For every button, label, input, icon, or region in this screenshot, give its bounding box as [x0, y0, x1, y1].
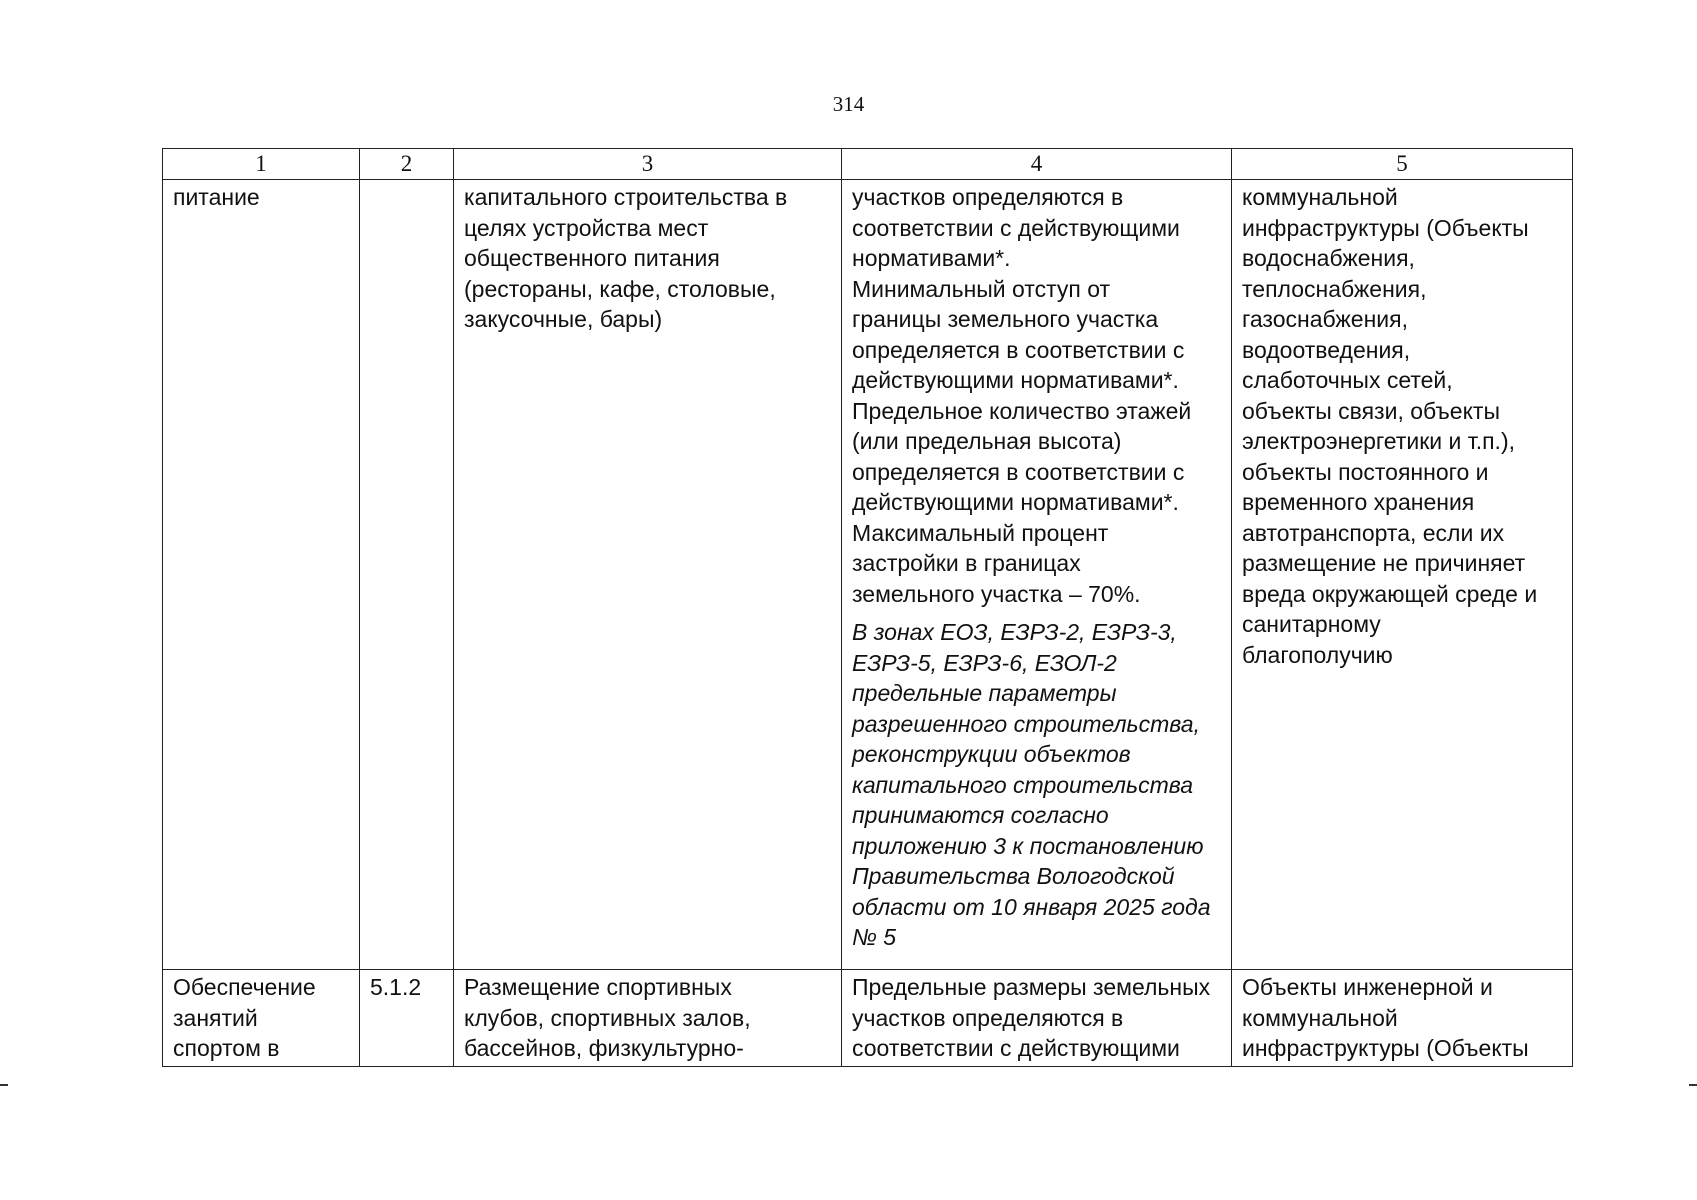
cell-line: соответствии с действующими [852, 1035, 1180, 1061]
cell-line: земельного участка – 70%. [852, 580, 1141, 607]
cell-line: принимаются согласно [852, 802, 1109, 828]
cell-line: Предельные размеры земельных [852, 974, 1211, 1000]
cell-line: участков определяются в [852, 1004, 1124, 1031]
cell-line: соответствии с действующими [852, 214, 1180, 241]
regulations-table [162, 148, 1573, 1067]
page-number: 314 [832, 92, 865, 116]
row2-col2: 5.1.2 [360, 970, 454, 1067]
cell-line: общественного питания [464, 245, 720, 271]
cell-line: водоснабжения, [1242, 245, 1415, 271]
cell-line: размещение не причиняет [1242, 550, 1526, 576]
crop-mark-right [1689, 1084, 1697, 1086]
row1-col4 [842, 180, 1232, 970]
cell-line: газоснабжения, [1242, 306, 1408, 332]
header-cell-4: 4 [842, 149, 1232, 180]
cell-line: ЕЗРЗ-5, ЕЗРЗ-6, ЕЗОЛ-2 [852, 649, 1117, 676]
cell-line: области от 10 января 2025 года [852, 893, 1211, 920]
cell-line: Максимальный процент [852, 519, 1109, 546]
cell-line: (или предельная высота) [852, 428, 1122, 454]
cell-line: предельные параметры [852, 680, 1117, 706]
cell-line: целях устройства мест [464, 214, 709, 241]
cell-line: капитального строительства [852, 771, 1194, 798]
cell-line: действующими нормативами*. [852, 489, 1179, 515]
cell-line: объекты постоянного и [1242, 458, 1489, 485]
cell-line: Минимальный отступ от [852, 275, 1111, 302]
cell-line: реконструкции объектов [852, 741, 1131, 767]
cell-line: коммунальной [1242, 184, 1398, 210]
cell-line: благополучию [1242, 641, 1393, 668]
cell-line: разрешенного строительства, [852, 710, 1200, 737]
crop-mark-left [0, 1084, 8, 1086]
zone-note [852, 617, 1221, 953]
cell-line: В зонах ЕОЗ, ЕЗРЗ-2, ЕЗРЗ-3, [852, 619, 1177, 645]
row2-col5 [1232, 970, 1573, 1067]
cell-line: Размещение спортивных [464, 974, 732, 1000]
cell-line: Объекты инженерной и [1242, 974, 1493, 1000]
header-cell-2: 2 [360, 149, 454, 180]
cell-line: закусочные, бары) [464, 306, 663, 332]
cell-line: водоотведения, [1242, 336, 1411, 363]
cell-line: санитарному [1242, 611, 1381, 637]
cell-line: электроэнергетики и т.п.), [1242, 428, 1516, 454]
header-cell-1: 1 [163, 149, 360, 180]
cell-line: приложению 3 к постановлению [852, 832, 1204, 859]
cell-line: границы земельного участка [852, 306, 1159, 332]
cell-line: застройки в границах [852, 550, 1081, 576]
row2-col4 [842, 970, 1232, 1067]
row1-col1: питание [163, 180, 360, 970]
cell-line: участков определяются в [852, 184, 1124, 210]
row1-col2 [360, 180, 454, 970]
table-row [163, 970, 1573, 1067]
cell-line: Предельное количество этажей [852, 397, 1192, 424]
cell-line: № 5 [852, 924, 897, 950]
cell-line: (рестораны, кафе, столовые, [464, 275, 776, 302]
cell-line: инфраструктуры (Объекты [1242, 214, 1529, 241]
cell-line: объекты связи, объекты [1242, 397, 1500, 424]
cell-line: бассейнов, физкультурно- [464, 1035, 744, 1061]
header-cell-5: 5 [1232, 149, 1573, 180]
cell-line: инфраструктуры (Объекты [1242, 1035, 1529, 1061]
cell-line: капитального строительства в [464, 184, 788, 210]
cell-line: слаботочных сетей, [1242, 367, 1453, 393]
row1-col3 [454, 180, 842, 970]
cell-line: Обеспечение [173, 974, 316, 1000]
cell-line: спортом в [173, 1035, 280, 1061]
row2-col3 [454, 970, 842, 1067]
cell-line: временного хранения [1242, 489, 1475, 515]
cell-line: коммунальной [1242, 1004, 1398, 1031]
cell-line: определяется в соответствии с [852, 458, 1185, 485]
table-header-row [163, 149, 1573, 180]
cell-line: действующими нормативами*. [852, 367, 1179, 393]
cell-line: автотранспорта, если их [1242, 519, 1505, 546]
cell-line: теплоснабжения, [1242, 275, 1427, 302]
cell-line: определяется в соответствии с [852, 336, 1185, 363]
cell-line: клубов, спортивных залов, [464, 1004, 751, 1031]
cell-line: Правительства Вологодской [852, 863, 1175, 889]
row2-col1 [163, 970, 360, 1067]
row1-col5 [1232, 180, 1573, 970]
cell-line: вреда окружающей среде и [1242, 580, 1538, 607]
table-row [163, 180, 1573, 970]
cell-line: нормативами*. [852, 245, 1011, 271]
cell-line: занятий [173, 1004, 258, 1031]
header-cell-3: 3 [454, 149, 842, 180]
